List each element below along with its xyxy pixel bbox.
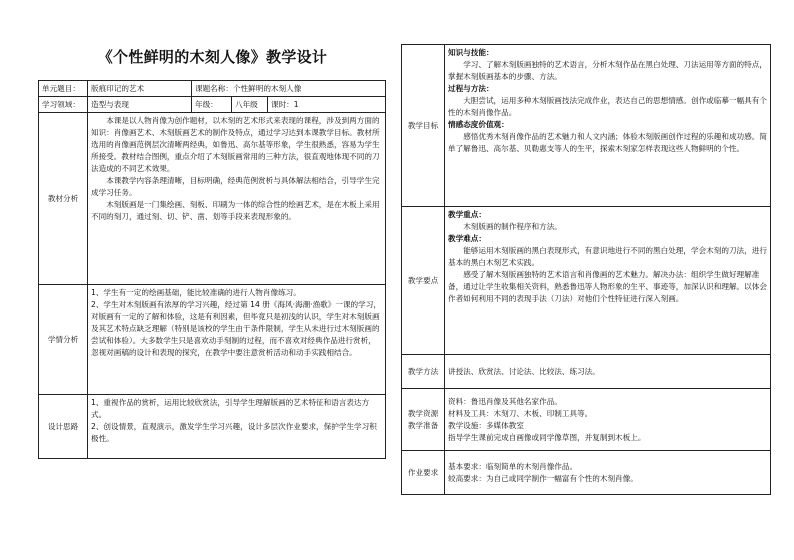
row-analysis — [39, 113, 386, 285]
unit-label: 单元题目： — [39, 81, 88, 97]
row-unit — [39, 81, 386, 97]
analysis-paragraph: 木刻版画是一门集绘画、刻板、印刷为一体的综合性的绘画艺术，是在木板上采用不同的刻刀，通过刻、切、铲、凿、划等手段来表现形象的。 — [91, 200, 380, 221]
unit-value: 版痕印记的艺术 — [88, 81, 192, 97]
right-table — [401, 44, 771, 495]
keypoints-heading: 教学难点： — [448, 234, 486, 243]
analysis-content — [88, 113, 386, 285]
preparation-label: 教学准备 — [407, 420, 439, 430]
students-paragraph: 1、学生有一定的绘画基础，能比较准确的进行人物肖像练习。 — [91, 288, 301, 297]
row-homework — [402, 451, 771, 495]
topic-value: 个性鲜明的木刻人像 — [232, 83, 302, 93]
methods-label: 教学方法 — [402, 355, 445, 389]
keypoints-paragraph: 能够运用木刻版画的黑白表现形式，有意识地进行不同的黑白处理，学会木刻的刀法，进行基本的黑白木刻艺术实践。 — [448, 246, 767, 267]
hours-cell — [268, 97, 386, 113]
resources-line: 指导学生课前完成自画像或同学像草图，并复制到木板上。 — [448, 432, 646, 442]
students-paragraph: 2、学生对木刻版画有浓厚的学习兴趣，经过第 14 册《海风·海潮·渔歌》一课的学习，对版画有一定的了解和体验，这是有利因素，但毕竟只是初浅的认识，学生对木刻版画及其艺术特点缺乏理解（特别是该校的学生由于条件限制，学生从未进行过木刻版画的尝试和体验）。大多数学生只是喜欢动手刻制的过程，而不喜欢对经典作品进行赏析，忽视对画稿的设计和表现的探究，在教学中要注意赏析活动和动手实践相结合。 — [91, 300, 381, 357]
row-resources — [402, 389, 771, 451]
hours-label: 课时： — [271, 99, 294, 109]
resources-label-cell — [402, 389, 445, 451]
design-content — [88, 395, 386, 459]
topic-label: 课题名称： — [195, 83, 233, 93]
methods-value: 讲授法、欣赏法、讨论法、比较法、练习法。 — [445, 355, 771, 389]
goals-content — [445, 45, 771, 207]
goals-heading: 情感态度价值观： — [448, 120, 509, 129]
analysis-paragraph: 本课是以人物肖像为创作题材，以木刻的艺术形式来表现的课程，涉及到两方面的知识：肖像画艺术、木刻版画艺术的制作及特点，通过学习达到本课教学目标。教材所选用的肖像画范例层次清晰两经典，如鲁迅、高尔基等形象，学生很熟悉，容易为学生所接受。教材结合图例，重点介绍了木刻版画常用的三种方法，很直观地体现不同的刀法造成的不同艺术效果。 — [91, 116, 380, 173]
design-paragraph: 1、重视作品的赏析，运用比较欣赏法，引导学生理解版画的艺术特征和语言表达方式。 — [91, 398, 370, 419]
resources-line: 材料及工具：木刻刀、木板、印制工具等。 — [448, 408, 593, 418]
document-title: 《个性鲜明的木刻人像》教学设计 — [97, 48, 328, 66]
design-paragraph: 2、创设情景，直观演示，激发学生学习兴趣，设计多层次作业要求，保护学生学习积极性。 — [91, 422, 377, 443]
homework-content — [445, 451, 771, 495]
homework-label: 作业要求 — [402, 451, 445, 495]
row-design — [39, 395, 386, 459]
resources-label: 教学资源 — [407, 408, 439, 418]
field-value: 造型与表现 — [88, 97, 192, 113]
left-table — [38, 80, 386, 459]
goals-paragraph: 大胆尝试，运用多种木刻版画技法完成作业，表达自己的思想情感。创作或临摹一幅具有个性的木刻肖像作品。 — [448, 96, 767, 117]
keypoints-label: 教学要点 — [402, 207, 445, 355]
hours-value: 1 — [293, 99, 299, 109]
goals-paragraph: 学习、了解木刻版画独特的艺术语言，分析木刻作品在黑白处理、刀法运用等方面的特点，掌握木刻版画基本的步骤、方法。 — [448, 60, 767, 81]
homework-line: 基本要求：临刻简单的木刻肖像作品。 — [448, 461, 578, 471]
design-label: 设计思路 — [39, 395, 88, 459]
homework-line: 较高要求：为自己或同学制作一幅富有个性的木刻肖像。 — [448, 473, 638, 483]
row-keypoints — [402, 207, 771, 355]
goals-label: 教学目标 — [402, 45, 445, 207]
goals-heading: 知识与技能： — [448, 48, 494, 57]
resources-line: 教学设施：多媒体教室 — [448, 420, 524, 430]
resources-content — [445, 389, 771, 451]
grade-label: 年级： — [192, 97, 232, 113]
keypoints-paragraph: 感受了解木刻版画独特的艺术语言和肖像画的艺术魅力。解决办法：组织学生做好理解准备，通过让学生收集相关资料，熟悉鲁迅等人物形象的生平、事迹等，加深认识和理解。以体会作者如何利用不同的表现手法（刀法）对他们个性特征进行深入刻画。 — [448, 270, 767, 303]
analysis-label: 教材分析 — [39, 113, 88, 285]
row-students — [39, 285, 386, 395]
goals-heading: 过程与方法： — [448, 84, 494, 93]
topic-cell — [192, 81, 386, 97]
row-methods — [402, 355, 771, 389]
row-field — [39, 97, 386, 113]
keypoints-paragraph: 木刻版画的制作程序和方法。 — [463, 222, 562, 231]
students-content — [88, 285, 386, 395]
field-label: 学习领域： — [39, 97, 88, 113]
goals-paragraph: 感悟优秀木刻肖像作品的艺术魅力和人文内涵；体验木刻版画创作过程的乐趣和成功感。简单了解鲁迅、高尔基、贝勒惠支等人的生平，探索木刻家怎样表现这些人物鲜明的个性。 — [448, 132, 767, 153]
keypoints-content — [445, 207, 771, 355]
analysis-paragraph: 本课教学内容条理清晰，目标明确，经典范例赏析与具体解法相结合，引导学生完成学习任务。 — [91, 176, 380, 197]
row-goals — [402, 45, 771, 207]
keypoints-heading: 教学重点： — [448, 210, 486, 219]
grade-value: 八年级 — [232, 97, 268, 113]
resources-line: 资料：鲁迅肖像及其他名家作品。 — [448, 396, 562, 406]
students-label: 学情分析 — [39, 285, 88, 395]
